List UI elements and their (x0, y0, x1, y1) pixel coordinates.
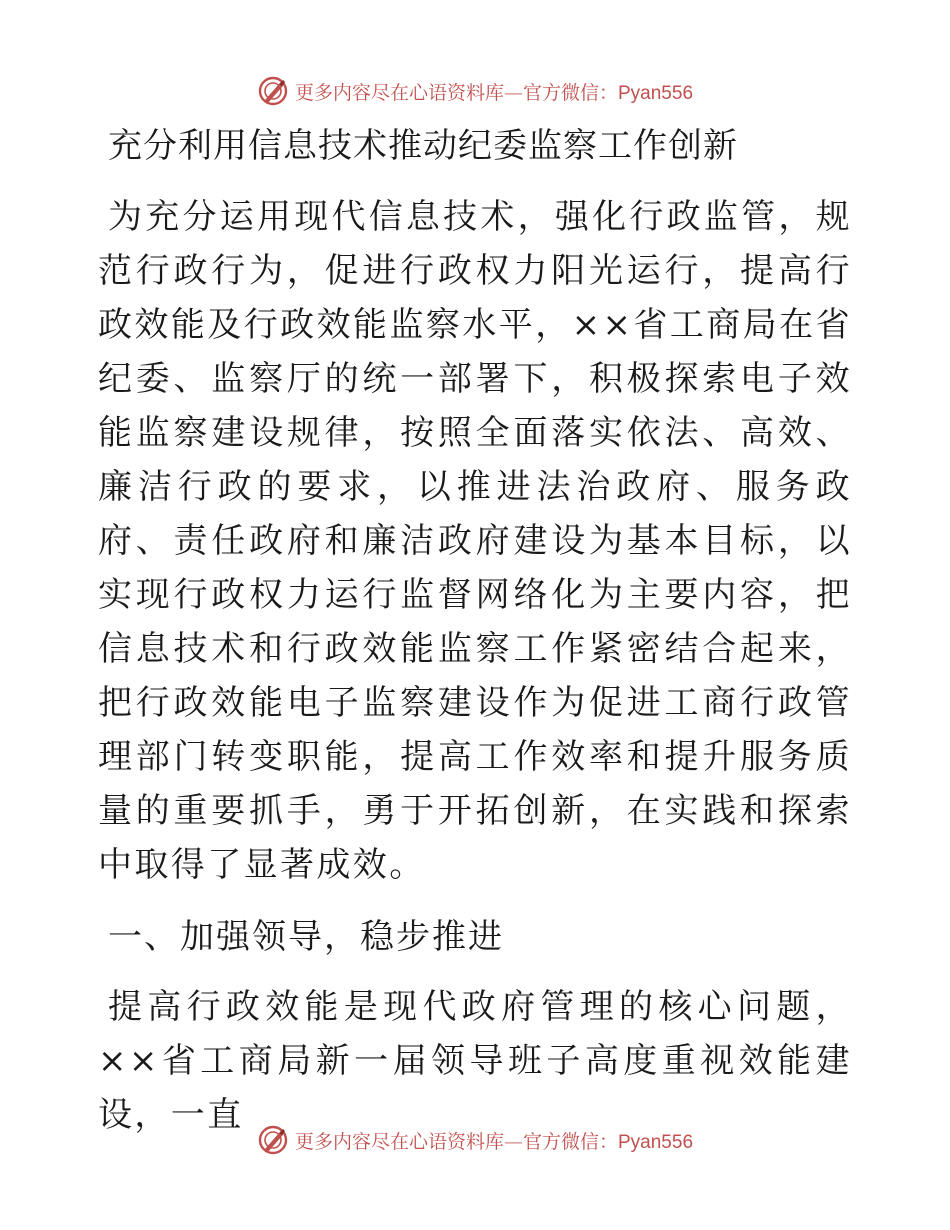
footer-separator: — (503, 1130, 523, 1153)
intro-paragraph: 为充分运用现代信息技术，强化行政监管，规范行政行为，促进行政权力阳光运行，提高行政效能及行政效能监察水平，××省工商局在省纪委、监察厅的统一部署下，积极探索电子效能监察建设规律，按照全面落实依法、高效、廉洁行政的要求，以推进法治政府、服务政府、责任政府和廉洁政府建设为基本目标，以实现行政权力运行监督网络化为主要内容，把信息技术和行政效能监察工作紧密结合起来，把行政效能电子监察建设作为促进工商行政管理部门转变职能，提高工作效率和提升服务质量的重要抓手，勇于开拓创新，在实践和探索中取得了显著成效。 (98, 197, 852, 885)
footer-wechat-label: 官方微信： (522, 1130, 618, 1153)
document-title: 充分利用信息技术推动纪委监察工作创新 (108, 126, 738, 166)
header-wechat-label: 官方微信： (522, 81, 618, 104)
footer-site-text: 更多内容尽在心语资料库 (294, 1130, 504, 1153)
header-banner-text (295, 78, 693, 105)
footer-banner-text (295, 1127, 693, 1154)
document-body (98, 120, 852, 1142)
section-1-paragraph: 提高行政效能是现代政府管理的核心问题，××省工商局新一届领导班子高度重视效能建设，一直 (98, 987, 852, 1135)
header-separator: — (503, 81, 523, 104)
pen-logo-icon (257, 75, 289, 107)
header-site-text: 更多内容尽在心语资料库 (294, 81, 504, 104)
footer-banner (0, 1122, 950, 1158)
header-banner-inner (257, 75, 693, 107)
header-wechat-id: Pyan556 (618, 82, 694, 104)
footer-wechat-id: Pyan556 (618, 1131, 694, 1153)
footer-banner-inner (257, 1124, 693, 1156)
section-1-heading: 一、加强领导，稳步推进 (108, 917, 504, 957)
header-banner (0, 73, 950, 109)
pen-logo-icon (257, 1124, 289, 1156)
